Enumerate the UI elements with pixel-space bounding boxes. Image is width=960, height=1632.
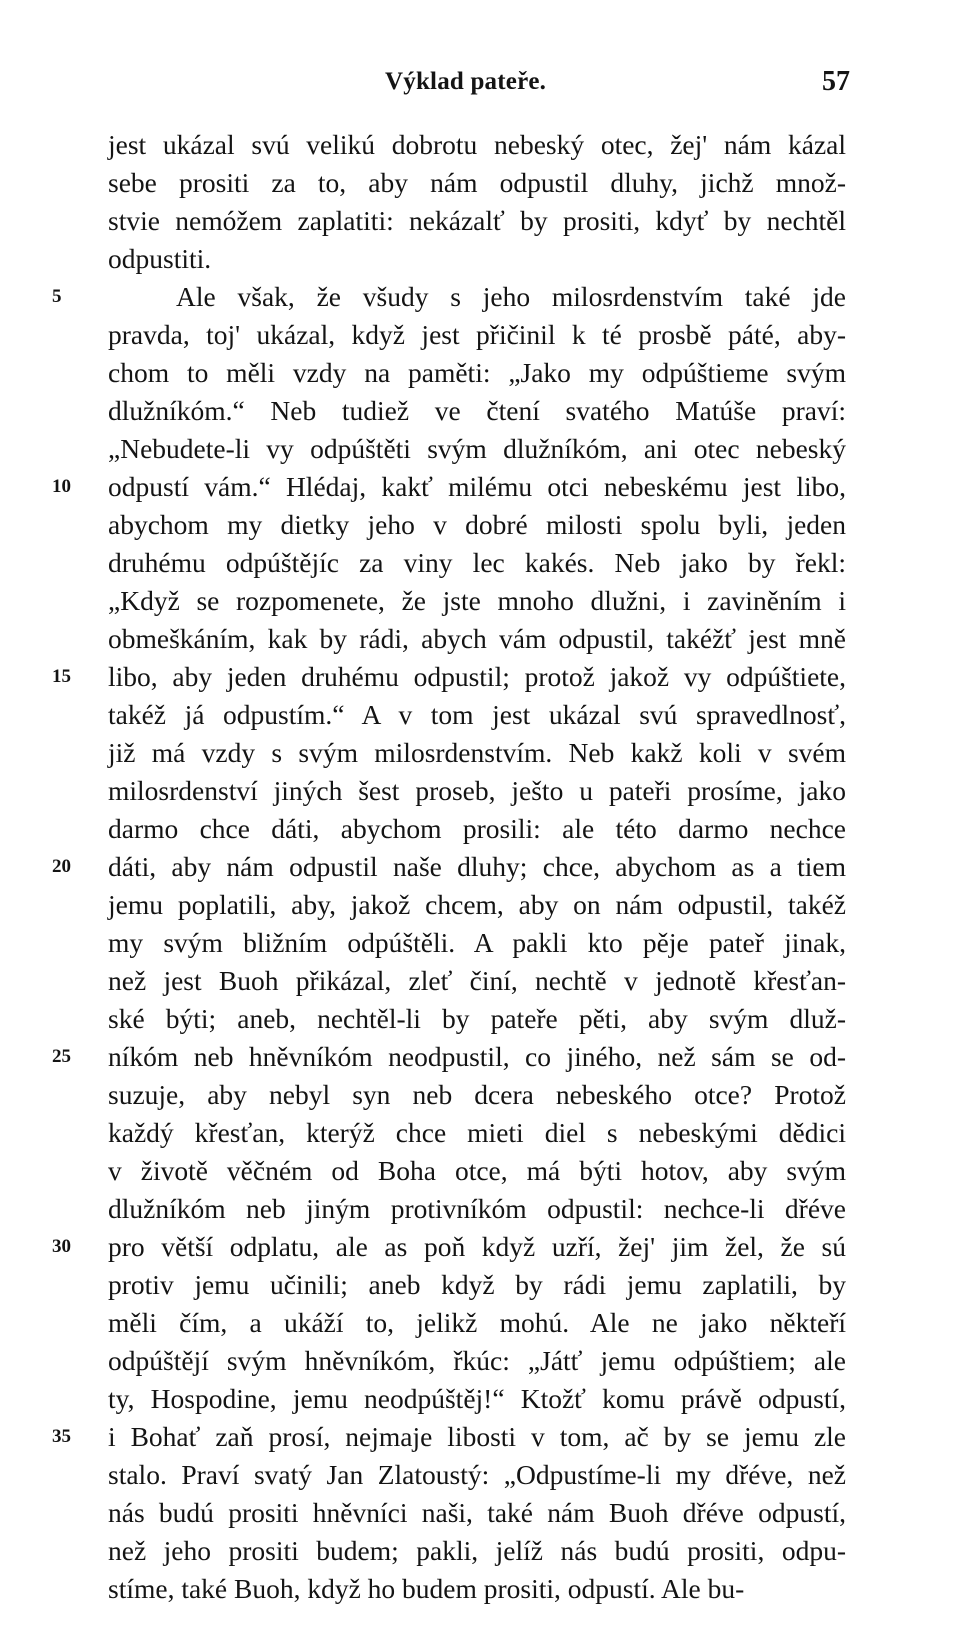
text-line: sebe prositi za to, aby nám odpustil dluhy, jichž množ- [108,167,846,198]
line-number: 35 [52,1426,71,1447]
page-number: 57 [822,66,850,97]
text-line: dlužníkóm.“ Neb tudiež ve čtení svatého Matúše praví: [108,395,846,426]
running-title: Výklad pateře. [385,68,547,95]
text-line: stvie nemóžem zaplatiti: nekázalť by prositi, kdyť by nechtěl [108,205,846,236]
text-line: milosrdenství jiných šest proseb, ješto u pateři prosíme, jako [108,775,846,806]
text-line: odpustiti. [108,243,212,274]
text-line: v životě věčném od Boha otce, má býti hotov, aby svým [108,1155,846,1186]
text-line: stíme, také Buoh, když ho budem prositi, odpustí. Ale bu- [108,1573,745,1604]
text-line: „Když se rozpomenete, že jste mnoho dlužni, i zaviněním i [108,585,846,616]
text-line: pro větší odplatu, ale as poň když uzří, žej' jim žel, že sú [108,1231,846,1262]
text-line: abychom my dietky jeho v dobré milosti spolu byli, jeden [108,509,846,540]
text-line: ty, Hospodine, jemu neodpúštěj!“ Ktožť komu právě odpustí, [108,1383,846,1414]
text-line: jest ukázal svú velikú dobrotu nebeský otec, žej' nám kázal [108,129,846,160]
line-number: 25 [52,1046,71,1067]
text-line: nás budú prositi hněvníci naši, také nám Buoh dřéve odpustí, [108,1497,846,1528]
text-line: i Bohať zaň prosí, nejmaje libosti v tom, ač by se jemu zle [108,1421,846,1452]
text-line: ské býti; aneb, nechtěl-li by pateře pěti, aby svým dluž- [108,1003,846,1034]
text-line: my svým bližním odpúštěli. A pakli kto pěje pateř jinak, [108,927,846,958]
text-line: suzuje, aby nebyl syn neb dcera nebeského otce? Protož [108,1079,846,1110]
text-line: než jeho prositi budem; pakli, jelíž nás budú prositi, odpu- [108,1535,846,1566]
text-line: měli čím, a ukáží to, jelikž mohú. Ale ne jako někteří [108,1307,846,1338]
text-line: protiv jemu učinili; aneb když by rádi jemu zaplatili, by [108,1269,846,1300]
line-number: 20 [52,856,71,877]
text-line: již má vzdy s svým milosrdenstvím. Neb kakž koli v svém [108,737,846,768]
text-line: libo, aby jeden druhému odpustil; protož jakož vy odpúštiete, [108,661,846,692]
text-line: dáti, aby nám odpustil naše dluhy; chce, abychom as a tiem [108,851,846,882]
text-line: druhému odpúštějíc za viny lec kakés. Neb jako by řekl: [108,547,846,578]
text-line: Ale však, že všudy s jeho milosrdenstvím také jde [176,281,846,312]
line-number: 15 [52,666,71,687]
line-number: 10 [52,476,71,497]
line-number: 30 [52,1236,71,1257]
text-line: odpustí vám.“ Hlédaj, kakť milému otci nebeskému jest libo, [108,471,846,502]
text-line: takéž já odpustím.“ A v tom jest ukázal svú spravedlnosť, [108,699,846,730]
text-line: dlužníkóm neb jiným protivníkóm odpustil: nechce-li dřéve [108,1193,846,1224]
text-line: jemu poplatili, aby, jakož chcem, aby on nám odpustil, takéž [108,889,846,920]
text-line: obmeškáním, kak by rádi, abych vám odpustil, takéžť jest mně [108,623,846,654]
text-line: „Nebudete-li vy odpúštěti svým dlužníkóm, ani otec nebeský [108,433,846,464]
text-line: stalo. Praví svatý Jan Zlatoustý: „Odpustíme-li my dřéve, než [108,1459,846,1490]
text-line: odpúštějí svým hněvníkóm, řkúc: „Játť jemu odpúštiem; ale [108,1345,846,1376]
text-line: než jest Buoh přikázal, zleť činí, nechtě v jednotě křesťan- [108,965,846,996]
text-line: chom to měli vzdy na paměti: „Jako my odpúštieme svým [108,357,846,388]
text-line: pravda, toj' ukázal, když jest přičinil k té prosbě páté, aby- [108,319,846,350]
text-line: každý křesťan, kterýž chce mieti diel s nebeskými dědici [108,1117,846,1148]
line-number: 5 [52,286,62,307]
text-line: darmo chce dáti, abychom prosili: ale této darmo nechce [108,813,846,844]
text-line: níkóm neb hněvníkóm neodpustil, co jiného, než sám se od- [108,1041,846,1072]
